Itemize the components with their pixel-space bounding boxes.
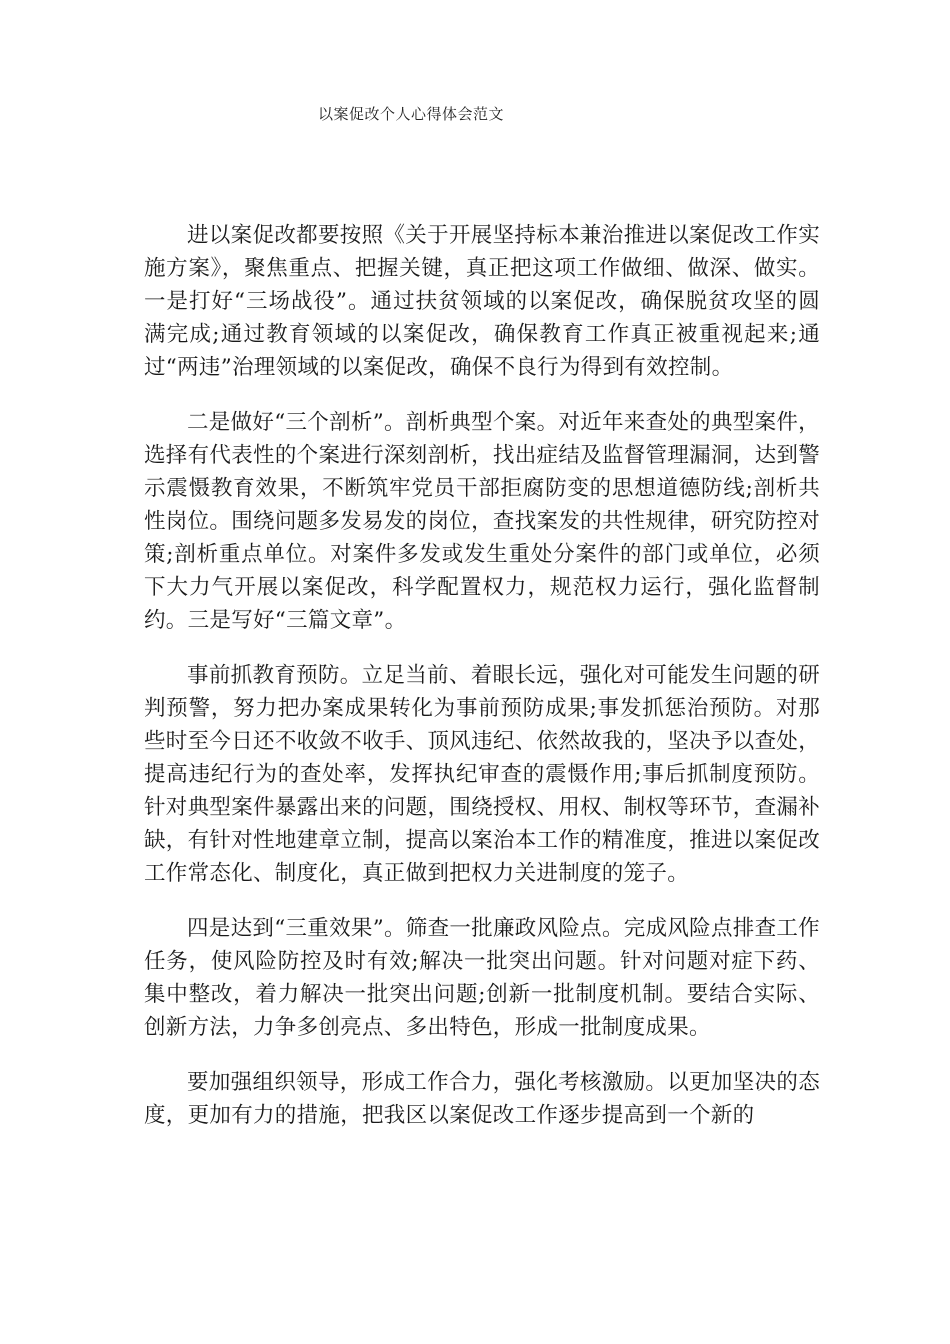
paragraph-4: 四是达到“三重效果”。筛查一批廉政风险点。完成风险点排查工作任务，使风险防控及时有效;解决一批突出问题。针对问题对症下药、集中整改，着力解决一批突出问题;创新一批制度机制。要结合实际、创新方法，力争多创亮点、多出特色，形成一批制度成果。: [144, 916, 820, 1040]
document-title: 以案促改个人心得体会范文: [318, 105, 505, 123]
paragraph-3: 事前抓教育预防。立足当前、着眼长远，强化对可能发生问题的研判预警，努力把办案成果转化为事前预防成果;事发抓惩治预防。对那些时至今日还不收敛不收手、顶风违纪、依然故我的，坚决予以查处，提高违纪行为的查处率，发挥执纪审查的震慑作用;事后抓制度预防。针对典型案件暴露出来的问题，围绕授权、用权、制权等环节，查漏补缺，有针对性地建章立制，提高以案治本工作的精准度，推进以案促改工作常态化、制度化，真正做到把权力关进制度的笼子。: [144, 663, 820, 886]
paragraph-2: 二是做好“三个剖析”。剖析典型个案。对近年来查处的典型案件，选择有代表性的个案进行深刻剖析，找出症结及监督管理漏洞，达到警示震慑教育效果，不断筑牢党员干部拒腐防变的思想道德防线;剖析共性岗位。围绕问题多发易发的岗位，查找案发的共性规律，研究防控对策;剖析重点单位。对案件多发或发生重处分案件的部门或单位，必须下大力气开展以案促改，科学配置权力，规范权力运行，强化监督制约。三是写好“三篇文章”。: [144, 410, 820, 633]
document-body: [144, 219, 820, 1154]
paragraph-5: 要加强组织领导，形成工作合力，强化考核激励。以更加坚决的态度，更加有力的措施，把我区以案促改工作逐步提高到一个新的: [144, 1070, 820, 1128]
paragraph-1: 进以案促改都要按照《关于开展坚持标本兼治推进以案促改工作实施方案》，聚焦重点、把握关键，真正把这项工作做细、做深、做实。一是打好“三场战役”。通过扶贫领域的以案促改，确保脱贫攻坚的圆满完成;通过教育领域的以案促改，确保教育工作真正被重视起来;通过“两违”治理领域的以案促改，确保不良行为得到有效控制。: [144, 223, 820, 380]
